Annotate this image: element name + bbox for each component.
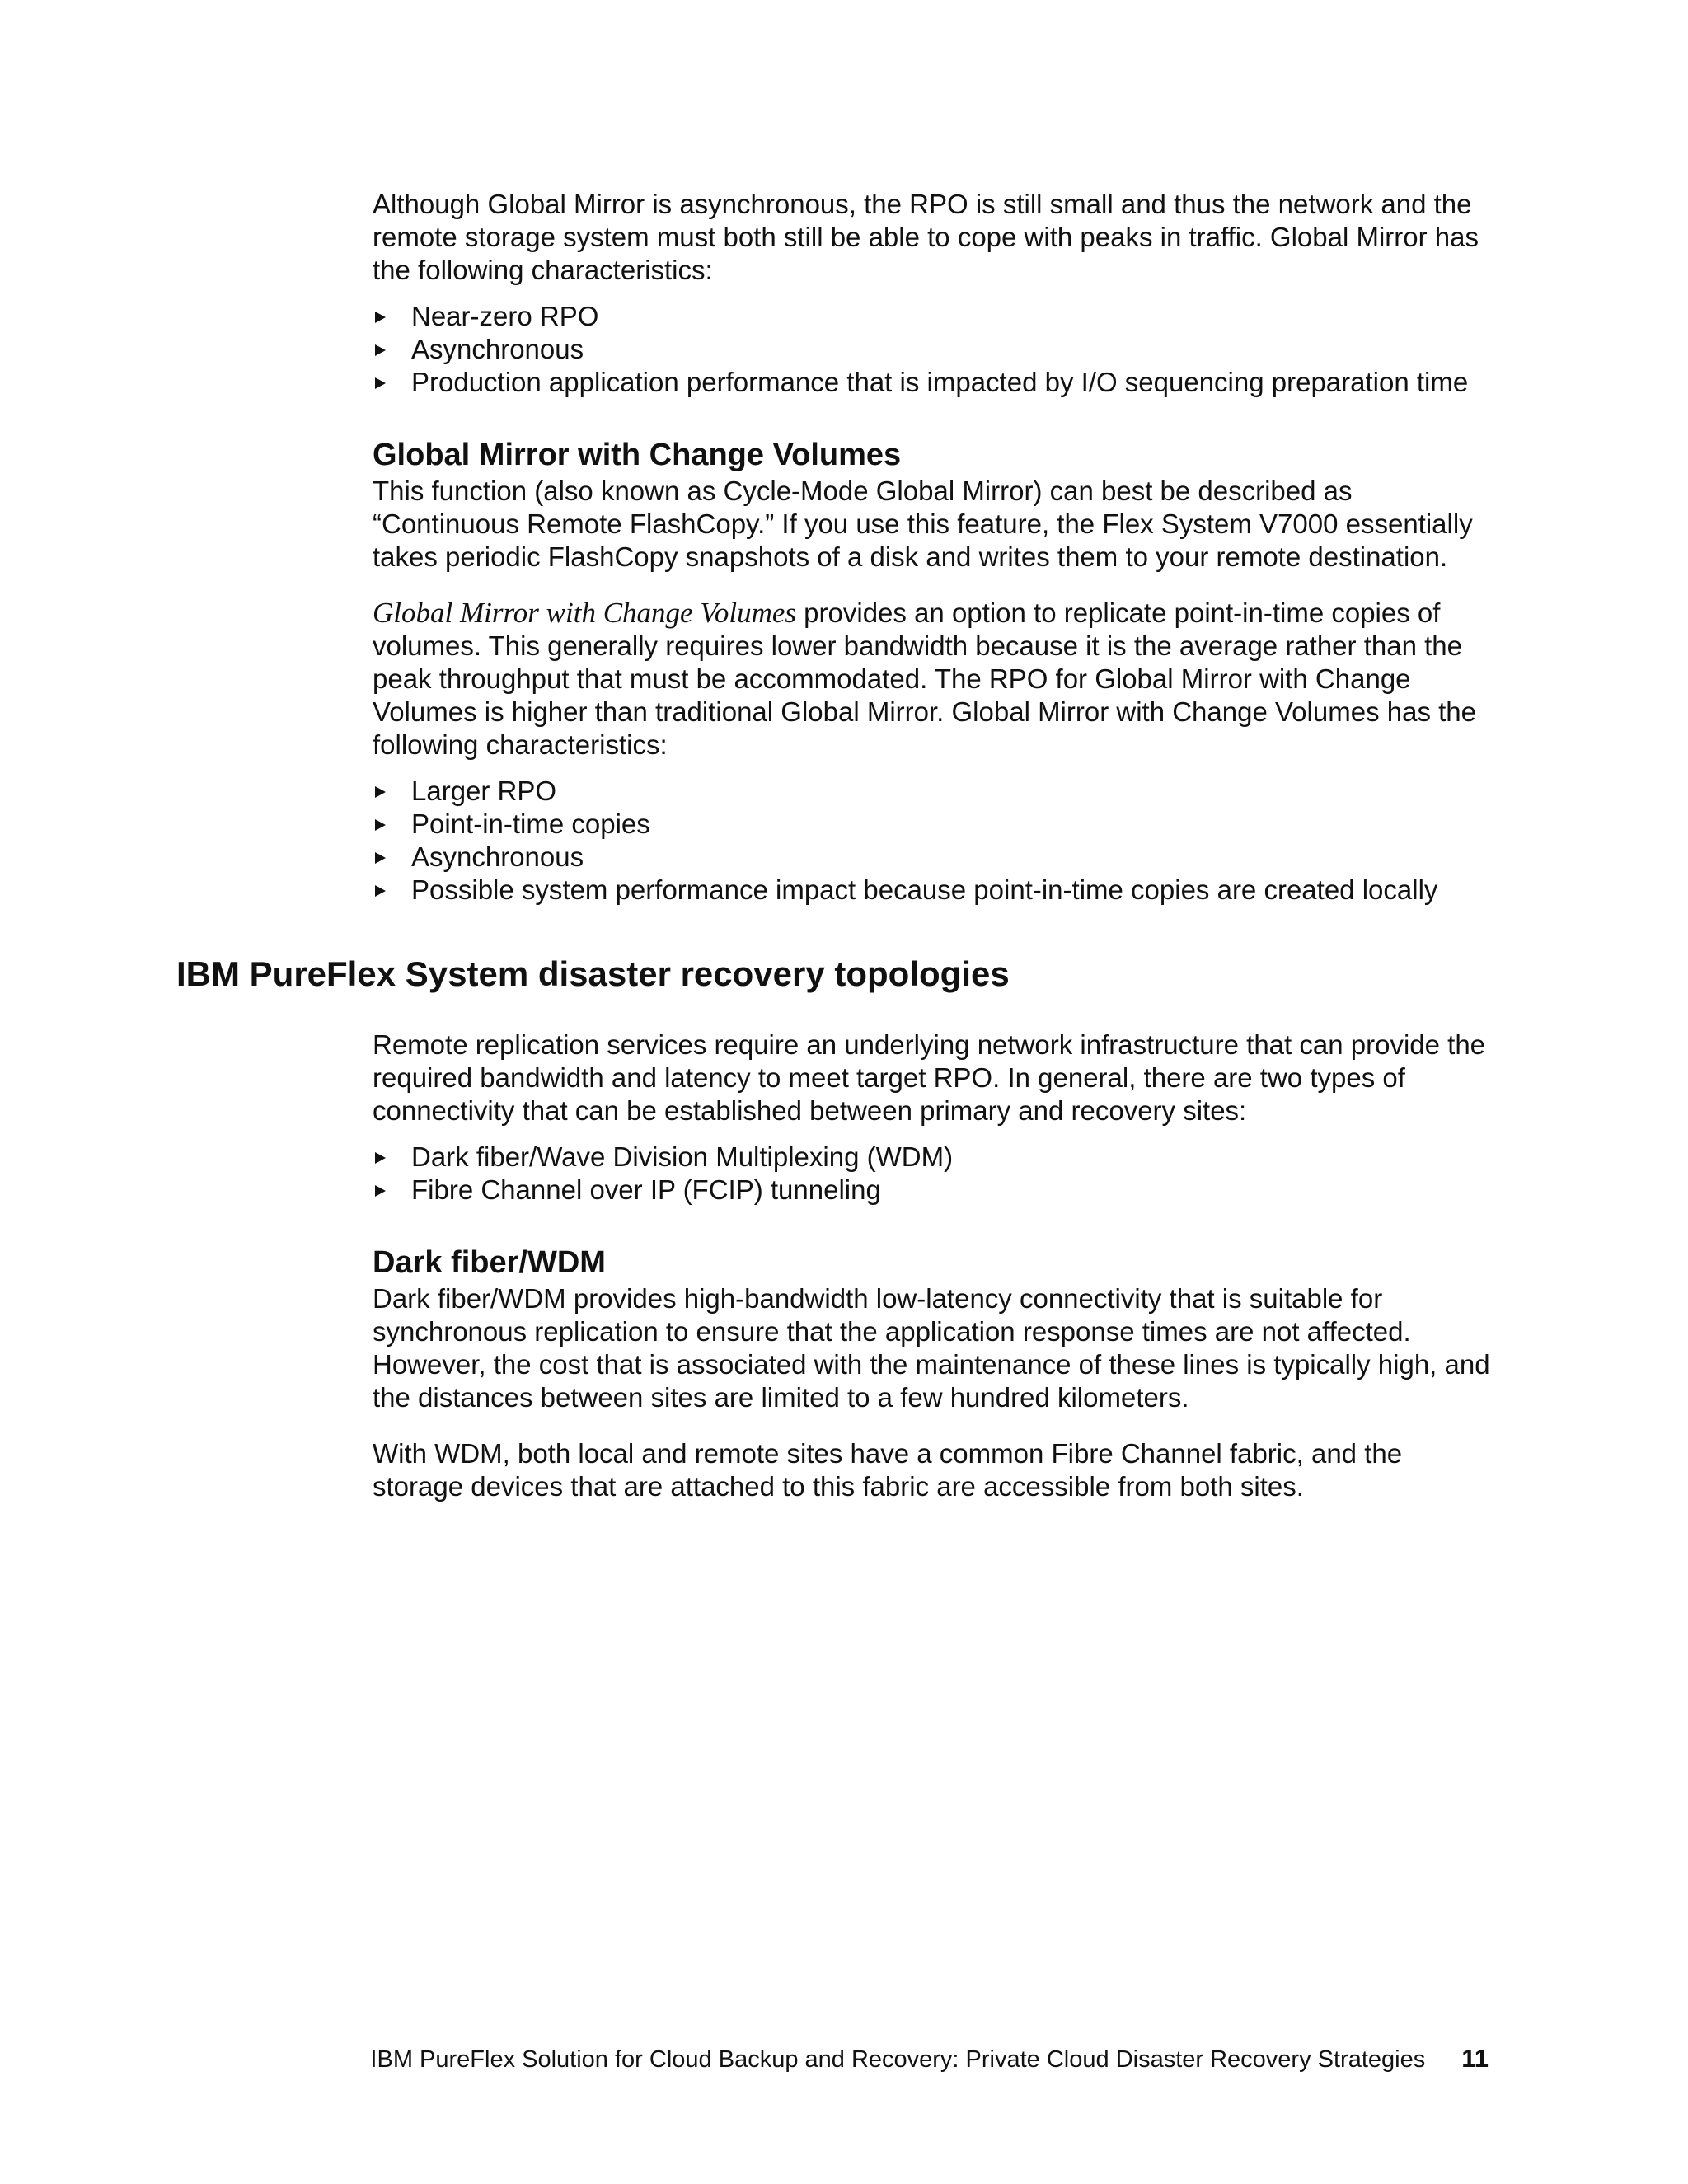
triangle-bullet-icon bbox=[375, 1185, 386, 1197]
triangle-bullet-icon bbox=[375, 312, 386, 323]
list-item-text: Near-zero RPO bbox=[411, 301, 599, 331]
page-footer bbox=[0, 2042, 1489, 2076]
intro-bullet-list bbox=[373, 300, 1493, 399]
list-item-text: Asynchronous bbox=[411, 841, 584, 872]
triangle-bullet-icon bbox=[375, 852, 386, 864]
list-item bbox=[373, 1174, 1493, 1207]
list-item bbox=[373, 808, 1493, 841]
intro-paragraph: Although Global Mirror is asynchronous, the RPO is still small and thus the network and the remote storage system must both still be able to cope with peaks in traffic. Global Mirror has the following characteristics: bbox=[373, 189, 1479, 285]
topologies-paragraph: Remote replication services require an underlying network infrastructure that can provide the required bandwidth and latency to meet target RPO. In general, there are two types of connectivity that can be established between primary and recovery sites: bbox=[373, 1029, 1486, 1126]
footer-title: IBM PureFlex Solution for Cloud Backup and Recovery: Private Cloud Disaster Recovery Strategies bbox=[370, 2046, 1426, 2073]
list-item bbox=[373, 333, 1493, 366]
list-item-text: Possible system performance impact because point-in-time copies are created locally bbox=[411, 874, 1438, 905]
list-item bbox=[373, 775, 1493, 808]
list-item bbox=[373, 300, 1493, 333]
topologies-bullet-list bbox=[373, 1141, 1493, 1207]
list-item-text: Production application performance that is impacted by I/O sequencing preparation time bbox=[411, 367, 1469, 397]
list-item-text: Dark fiber/Wave Division Multiplexing (WDM) bbox=[411, 1141, 954, 1172]
triangle-bullet-icon bbox=[375, 1152, 386, 1164]
section-heading-topologies: IBM PureFlex System disaster recovery topologies bbox=[176, 954, 1010, 993]
list-item-text: Point-in-time copies bbox=[411, 808, 650, 839]
list-item bbox=[373, 1141, 1493, 1174]
triangle-bullet-icon bbox=[375, 786, 386, 798]
list-item-text: Asynchronous bbox=[411, 334, 584, 364]
dark-fiber-paragraph-1: Dark fiber/WDM provides high-bandwidth low-latency connectivity that is suitable for synchronous replication to ensure that the application response times are not affected. However, the cost that is associated with the maintenance of these lines is typically high, and the distances between sites are limited to a few hundred kilometers. bbox=[373, 1283, 1490, 1413]
paragraph-text: provides an option to replicate point-in-time copies of volumes. This generally requires lower bandwidth because it is the average rather than the peak throughput that must be accommodated. The RPO for Global Mirror with Change Volumes is higher than traditional Global Mirror. Global Mirror with Change Volumes has the following characteristics: bbox=[373, 598, 1476, 760]
page-content bbox=[176, 188, 1493, 1503]
list-item bbox=[373, 841, 1493, 874]
change-volumes-paragraph-2 bbox=[373, 597, 1493, 762]
dark-fiber-paragraph-2: With WDM, both local and remote sites have a common Fibre Channel fabric, and the storage devices that are attached to this fabric are accessible from both sites. bbox=[373, 1438, 1403, 1502]
triangle-bullet-icon bbox=[375, 377, 386, 389]
change-volumes-bullet-list bbox=[373, 775, 1493, 907]
list-item bbox=[373, 874, 1493, 907]
triangle-bullet-icon bbox=[375, 885, 386, 897]
change-volumes-paragraph-1: This function (also known as Cycle-Mode Global Mirror) can best be described as “Continuous Remote FlashCopy.” If you use this feature, the Flex System V7000 essentially takes periodic FlashCopy snapshots of a disk and writes them to your remote destination. bbox=[373, 476, 1473, 572]
italic-term: Global Mirror with Change Volumes bbox=[373, 597, 796, 629]
list-item-text: Fibre Channel over IP (FCIP) tunneling bbox=[411, 1174, 881, 1205]
section-heading-dark-fiber: Dark fiber/WDM bbox=[373, 1245, 606, 1280]
list-item bbox=[373, 366, 1493, 399]
triangle-bullet-icon bbox=[375, 344, 386, 356]
list-item-text: Larger RPO bbox=[411, 776, 557, 806]
triangle-bullet-icon bbox=[375, 819, 386, 831]
section-heading-change-volumes: Global Mirror with Change Volumes bbox=[373, 438, 902, 472]
page-number: 11 bbox=[1461, 2044, 1489, 2073]
